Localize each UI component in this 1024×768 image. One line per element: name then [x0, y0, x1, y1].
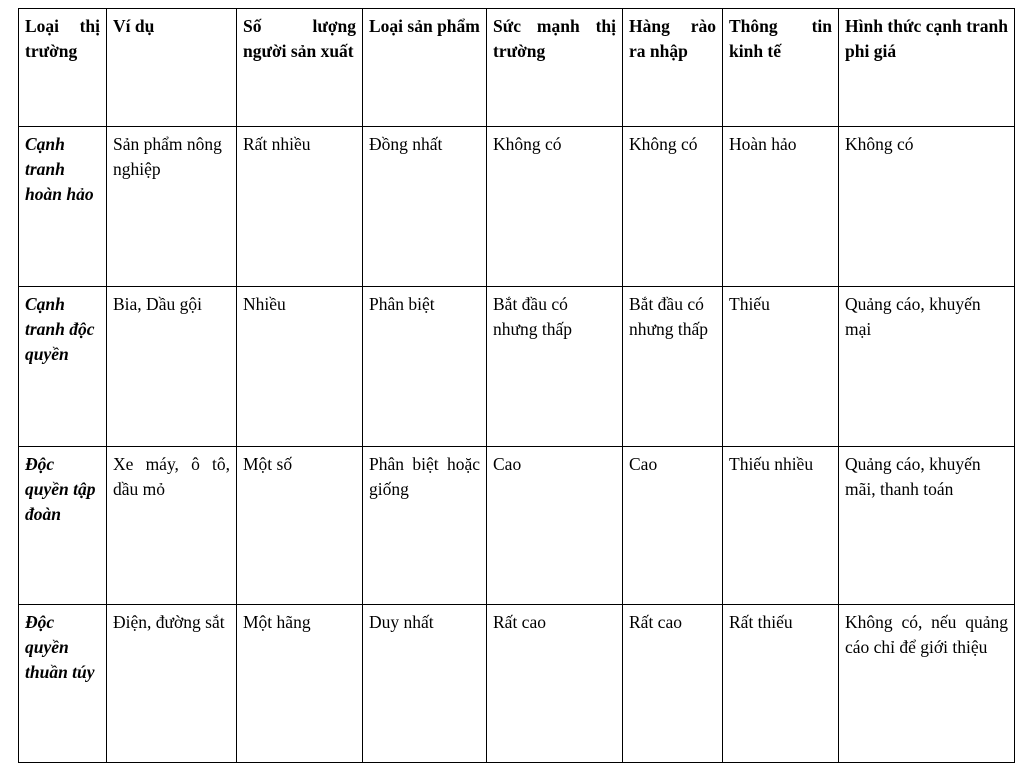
row-header-market-type: Cạnh tranh độc quyền — [19, 287, 107, 447]
cell-economic-info-text: Rất thiếu — [729, 612, 793, 632]
cell-product-type-text: Duy nhất — [369, 612, 434, 632]
cell-market-power — [487, 127, 623, 287]
column-header-market-type — [19, 9, 107, 127]
table-row — [19, 605, 1015, 763]
cell-market-power — [487, 287, 623, 447]
cell-nonprice-competition-text: Không có — [845, 134, 914, 154]
column-header-economic-info-label: Thông tin kinh tế — [729, 16, 832, 61]
cell-nonprice-competition-text: Không có, nếu quảng cáo chỉ để giới thiệu — [845, 612, 1008, 657]
cell-nonprice-competition-text: Quảng cáo, khuyến mại — [845, 294, 981, 339]
cell-product-type — [363, 127, 487, 287]
cell-producer-count — [237, 287, 363, 447]
cell-example-text: Bia, Dầu gội — [113, 294, 202, 314]
column-header-economic-info — [723, 9, 839, 127]
column-header-market-power-label: Sức mạnh thị trường — [493, 16, 616, 61]
column-header-example-label: Ví dụ — [113, 16, 155, 36]
cell-product-type-text: Phân biệt — [369, 294, 435, 314]
cell-market-power-text: Bắt đầu có nhưng thấp — [493, 294, 572, 339]
cell-entry-barrier-text: Không có — [629, 134, 698, 154]
column-header-market-type-label: Loại thị trường — [25, 16, 100, 61]
column-header-nonprice-competition — [839, 9, 1015, 127]
column-header-producer-count — [237, 9, 363, 127]
cell-nonprice-competition — [839, 287, 1015, 447]
cell-producer-count — [237, 447, 363, 605]
cell-market-power — [487, 447, 623, 605]
column-header-product-type-label: Loại sản phẩm — [369, 16, 480, 36]
cell-producer-count — [237, 127, 363, 287]
cell-example-text: Điện, đường sắt — [113, 612, 225, 632]
cell-product-type — [363, 447, 487, 605]
cell-economic-info-text: Thiếu nhiều — [729, 454, 814, 474]
cell-product-type-text: Đồng nhất — [369, 134, 443, 154]
column-header-entry-barrier-label: Hàng rào ra nhập — [629, 16, 716, 61]
column-header-entry-barrier — [623, 9, 723, 127]
column-header-product-type — [363, 9, 487, 127]
cell-product-type — [363, 605, 487, 763]
row-header-market-type: Độc quyền thuần túy — [19, 605, 107, 763]
cell-nonprice-competition — [839, 127, 1015, 287]
cell-entry-barrier — [623, 605, 723, 763]
cell-producer-count — [237, 605, 363, 763]
cell-producer-count-text: Rất nhiều — [243, 134, 311, 154]
column-header-market-power — [487, 9, 623, 127]
cell-example-text: Xe máy, ô tô, dầu mỏ — [113, 454, 230, 499]
cell-economic-info — [723, 447, 839, 605]
cell-nonprice-competition — [839, 447, 1015, 605]
cell-producer-count-text: Một hãng — [243, 612, 311, 632]
cell-entry-barrier — [623, 127, 723, 287]
table-header-row — [19, 9, 1015, 127]
table-row — [19, 447, 1015, 605]
cell-producer-count-text: Nhiều — [243, 294, 286, 314]
cell-entry-barrier — [623, 447, 723, 605]
column-header-producer-count-label: Số lượng người sản xuất — [243, 16, 356, 61]
cell-economic-info-text: Hoàn hảo — [729, 134, 797, 154]
cell-economic-info — [723, 605, 839, 763]
cell-entry-barrier — [623, 287, 723, 447]
cell-nonprice-competition — [839, 605, 1015, 763]
cell-product-type — [363, 287, 487, 447]
cell-entry-barrier-text: Rất cao — [629, 612, 682, 632]
cell-economic-info-text: Thiếu — [729, 294, 770, 314]
cell-market-power — [487, 605, 623, 763]
row-header-market-type: Cạnh tranh hoàn hảo — [19, 127, 107, 287]
market-comparison-table — [18, 8, 1015, 763]
cell-entry-barrier-text: Cao — [629, 454, 658, 474]
cell-economic-info — [723, 287, 839, 447]
cell-nonprice-competition-text: Quảng cáo, khuyến mãi, thanh toán — [845, 454, 981, 499]
column-header-nonprice-competition-label: Hình thức cạnh tranh phi giá — [845, 16, 1008, 61]
cell-market-power-text: Rất cao — [493, 612, 546, 632]
cell-example — [107, 447, 237, 605]
cell-example-text: Sản phẩm nông nghiệp — [113, 134, 222, 179]
table-row — [19, 127, 1015, 287]
cell-example — [107, 287, 237, 447]
cell-producer-count-text: Một số — [243, 454, 293, 474]
cell-entry-barrier-text: Bắt đầu có nhưng thấp — [629, 294, 708, 339]
cell-example — [107, 605, 237, 763]
cell-example — [107, 127, 237, 287]
column-header-example — [107, 9, 237, 127]
table-row — [19, 287, 1015, 447]
row-header-market-type: Độc quyền tập đoàn — [19, 447, 107, 605]
cell-market-power-text: Cao — [493, 454, 522, 474]
cell-market-power-text: Không có — [493, 134, 562, 154]
cell-economic-info — [723, 127, 839, 287]
cell-product-type-text: Phân biệt hoặc giống — [369, 454, 480, 499]
